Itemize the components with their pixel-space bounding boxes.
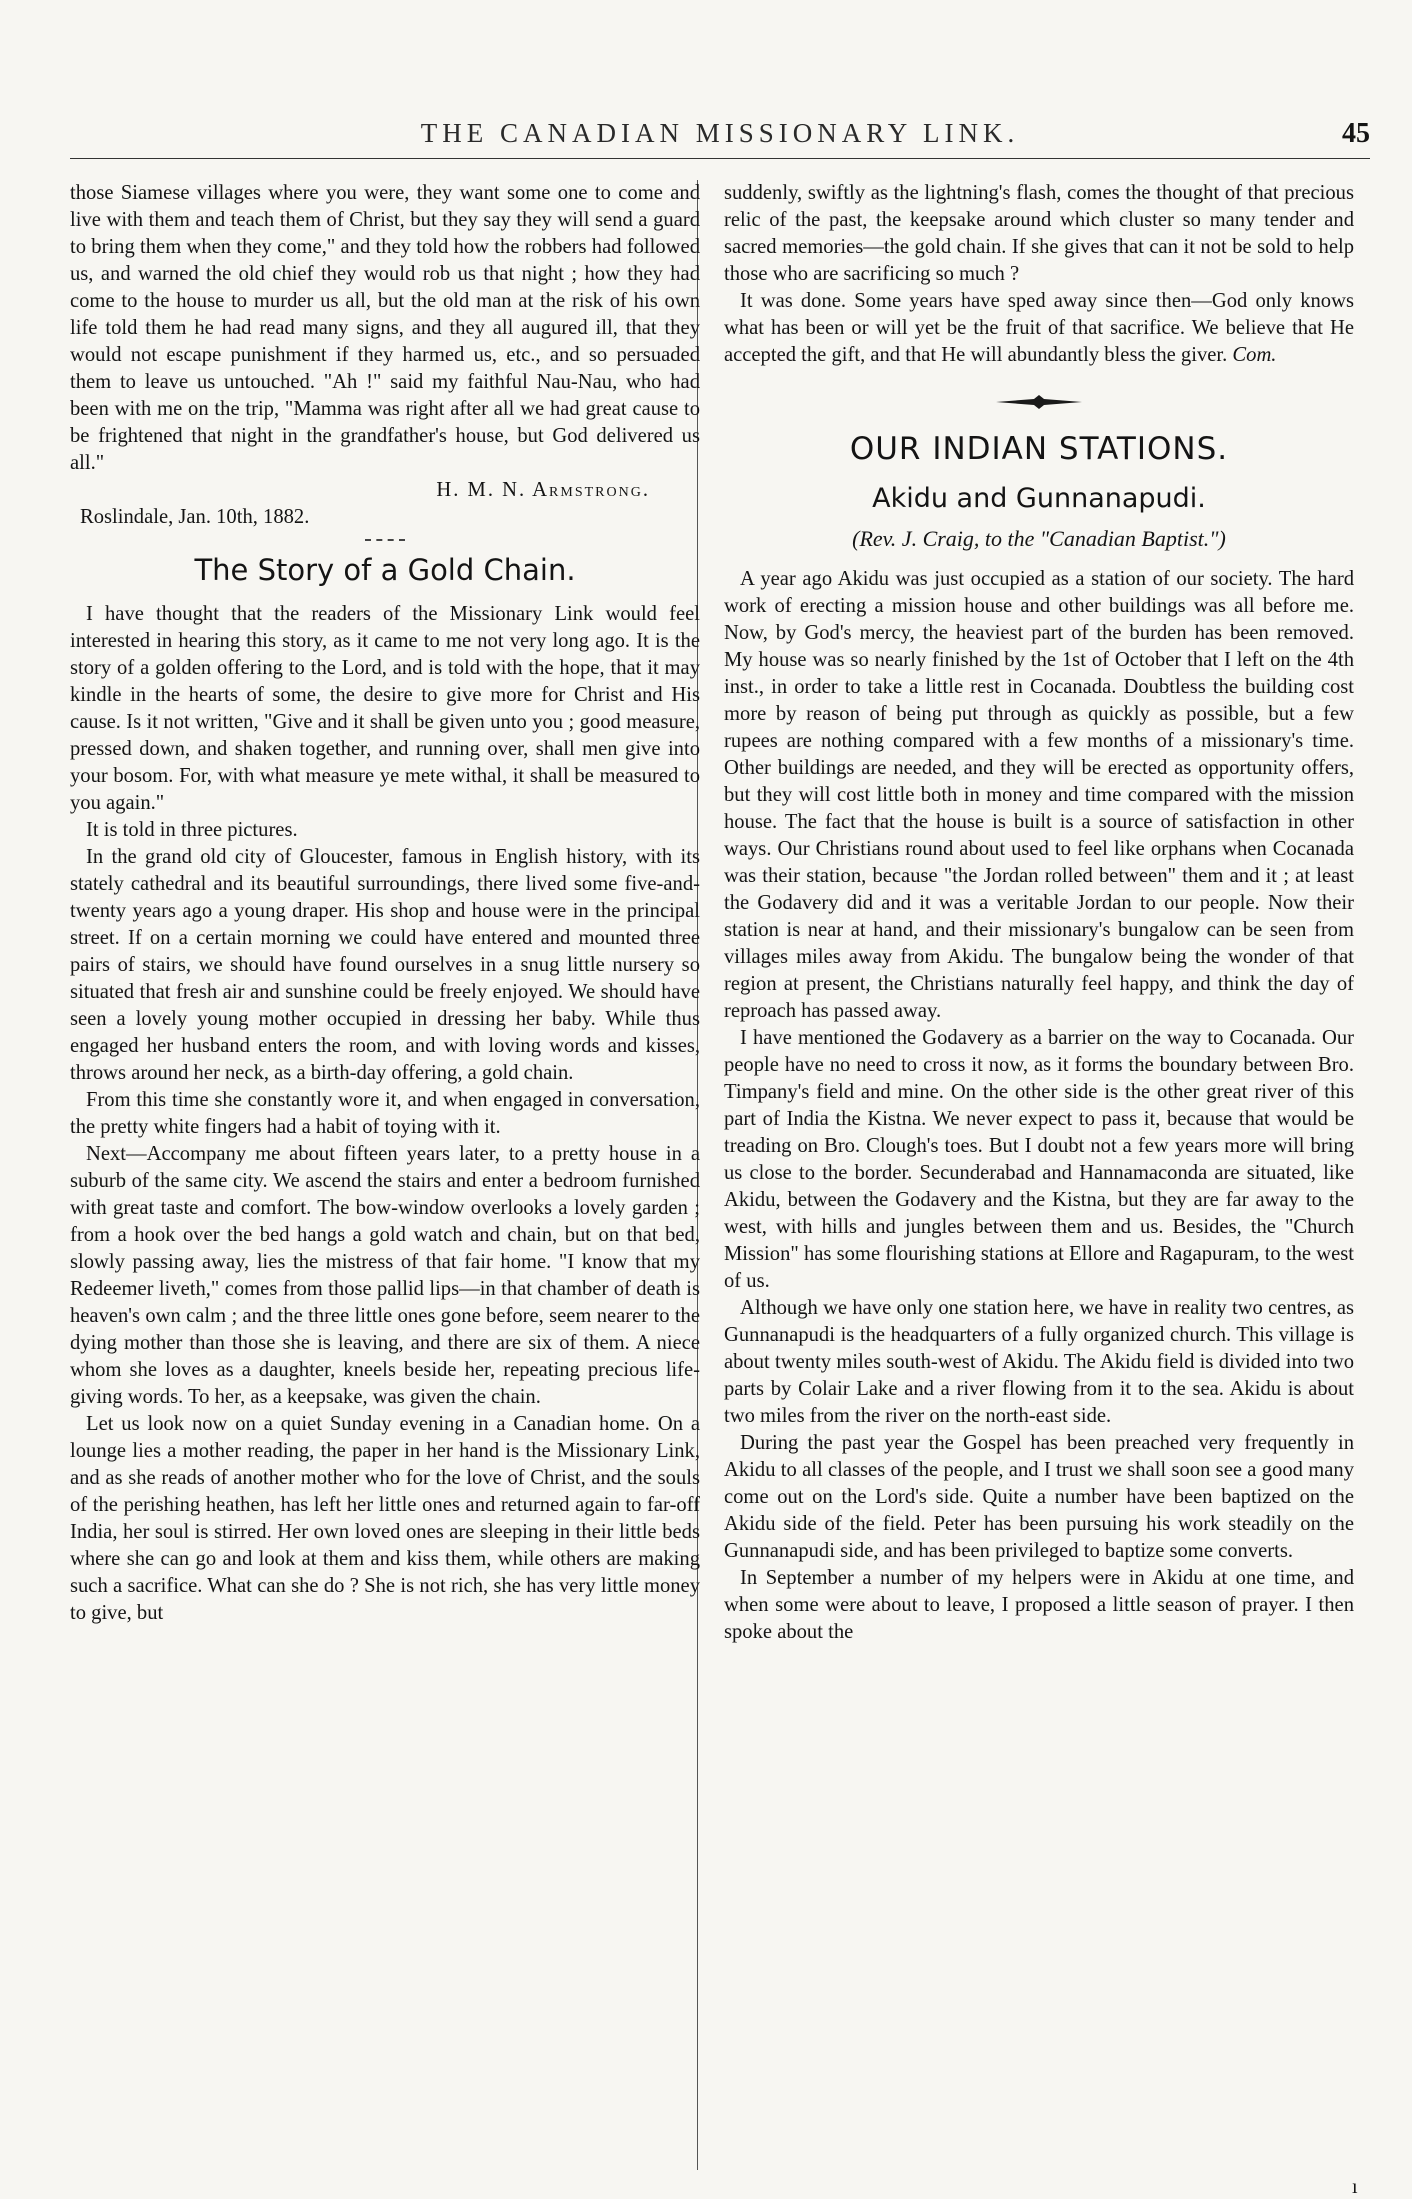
closing-credit: Com. [1232,344,1277,366]
closing-text: It was done. Some years have sped away since then—God only knows what has been or will yet be the fruit of that sacrifice. We believe that He accepted the gift, and that He will abundantly bless the giver. [724,290,1354,366]
byline: (Rev. J. Craig, to the "Canadian Baptist.") [852,526,1226,551]
bottom-mark: ı [1352,2176,1358,2198]
article-paragraph: A year ago Akidu was just occupied as a station of our society. The hard work of erecting a mission house and other buildings was all before me. Now, by God's mercy, the heaviest part of the burden has been removed. My house was so nearly finished by the 1st of October that I left on the 4th inst., in order to take a little rest in Cocanada. Doubtless the building cost more by reason of being put through as quickly as possible, but a few rupees are nothing compared with a few months of a missionary's time. Other buildings are needed, and they will be erected as opportunity offers, but they will cost little both in money and time compared with the mission house. The fact that the house is built is a source of satisfaction in other ways. Our Christians round about used to feel like orphans when Cocanada was their station, because "the Jordan rolled between" them and it ; at least the Godavery did and it was a veritable Jordan to our people. Now their station is near at hand, and their missionary's bungalow can be seen from villages miles away from Akidu. The bungalow being the wonder of that region at present, the Christians naturally feel happy, and think the day of reproach has passed away. [724,568,1354,1022]
continued-paragraph: those Siamese villages where you were, they want some one to come and live with them and teach them of Christ, but they say they will send a guard to bring them when they come," and they told how the robbers had followed us, and warned the old chief they would rob us that night ; how they had come to the house to murder us all, but the old man at the risk of his own life told them he had read many signs, and they all augured ill, that they would not escape punishment if they harmed us, etc., and so persuaded them to leave us untouched. "Ah !" said my faithful Nau-Nau, who had been with me on the trip, "Mamma was right after all we had great cause to be frightened that night in the grandfather's house, but God delivered us all." [70,182,700,474]
ornament-divider [724,395,1354,409]
subsection-title: Akidu and Gunnanapudi. [872,483,1206,514]
article-title: The Story of a Gold Chain. [194,553,576,587]
article-paragraph: In September a number of my helpers were in Akidu at one time, and when some were about to leave, I proposed a little season of prayer. I then spoke about the [724,1567,1354,1643]
author-signature: H. M. N. Armstrong. [436,479,650,501]
article-paragraph: Let us look now on a quiet Sunday evening in a Canadian home. On a lounge lies a mother reading, the paper in her hand is the Missionary Link, and as she reads of another mother who for the love of Christ, and the souls of the perishing heathen, has left her little ones and returned again to far-off India, her soul is stirred. Her own loved ones are sleeping in their little beds where she can go and look at them and kiss them, while others are making such a sacrifice. What can she do ? She is not rich, she has very little money to give, but [70,1413,700,1624]
article-paragraph: I have thought that the readers of the Missionary Link would feel interested in hearing this story, as it came to me not very long ago. It is the story of a golden offering to the Lord, and is told with the hope, that it may kindle in the hearts of some, the desire to give more for Christ and His cause. Is it not written, "Give and it shall be given unto you ; good measure, pressed down, and shaken together, and running over, shall men give into your bosom. For, with what measure ye mete withal, it shall be measured to you again." [70,603,700,814]
section-divider [365,539,405,541]
section-title: OUR INDIAN STATIONS. [849,431,1229,467]
article-paragraph: I have mentioned the Godavery as a barrier on the way to Cocanada. Our people have no need to cross it now, as it forms the boundary between Bro. Timpany's field and mine. On the other side is the other great river of this part of India the Kistna. We never expect to pass it, because that would be treading on Bro. Clough's toes. But I doubt not a few years more will bring us close to the border. Secunderabad and Hannamaconda are situated, like Akidu, between the Godavery and the Kistna, but they are far away to the west, with hills and jungles between them and us. Besides, the "Church Mission" has some flourishing stations at Ellore and Ragapuram, to the west of us. [724,1027,1354,1292]
article-paragraph: Next—Accompany me about fifteen years later, to a pretty house in a suburb of the same city. We ascend the stairs and enter a bedroom furnished with great taste and comfort. The bow-window overlooks a lovely garden ; from a hook over the bed hangs a gold watch and chain, but on that bed, slowly passing away, lies the mistress of that fair home. "I know that my Redeemer liveth," comes from those pallid lips—in that chamber of death is heaven's own calm ; and the three little ones gone before, seem nearer to the dying mother than those she is leaving, and there are six of them. A niece whom she loves as a daughter, kneels beside her, repeating precious life-giving words. To her, as a keepsake, was given the chain. [70,1143,700,1408]
article-paragraph: During the past year the Gospel has been preached very frequently in Akidu to all classes of the people, and I trust we shall soon see a good many come out on the Lord's side. Quite a number have been baptized on the Akidu side of the field. Peter has been pursuing his work steadily on the Gunnanapudi side, and has been privileged to baptize some converts. [724,1432,1354,1562]
article-paragraph: In the grand old city of Gloucester, famous in English history, with its stately cathedral and its beautiful surroundings, there lived some five-and-twenty years ago a young draper. His shop and house were in the principal street. If on a certain morning we could have entered and mounted three pairs of stairs, we should have found ourselves in a snug little nursery so situated that fresh air and sunshine could be freely enjoyed. We should have seen a lovely young mother occupied in dressing her baby. While thus engaged her husband enters the room, and with loving words and kisses, throws around her neck, as a birth-day offering, a gold chain. [70,846,700,1084]
dateline: Roslindale, Jan. 10th, 1882. [80,506,310,528]
ornament-icon [994,395,1084,409]
publication-title: THE CANADIAN MISSIONARY LINK. [420,118,1020,148]
header-rule [70,158,1370,159]
closing-paragraph [724,288,1354,369]
right-column [724,180,1354,1646]
article-paragraph: From this time she constantly wore it, and when engaged in conversation, the pretty white fingers had a habit of toying with it. [70,1089,700,1138]
left-column [70,180,700,1627]
article-paragraph: Although we have only one station here, we have in reality two centres, as Gunnanapudi is the headquarters of a fully organized church. This village is about twenty miles south-west of Akidu. The Akidu field is divided into two parts by Colair Lake and a river flowing from it to the sea. Akidu is about two miles from the river on the north-east side. [724,1297,1354,1427]
article-paragraph: It is told in three pictures. [86,819,298,841]
page-header [70,118,1370,168]
continued-paragraph: suddenly, swiftly as the lightning's flash, comes the thought of that precious relic of the past, the keepsake around which cluster so many tender and sacred memories—the gold chain. If she gives that can it not be sold to help those who are sacrificing so much ? [724,182,1354,285]
page-number: 45 [1342,118,1370,149]
